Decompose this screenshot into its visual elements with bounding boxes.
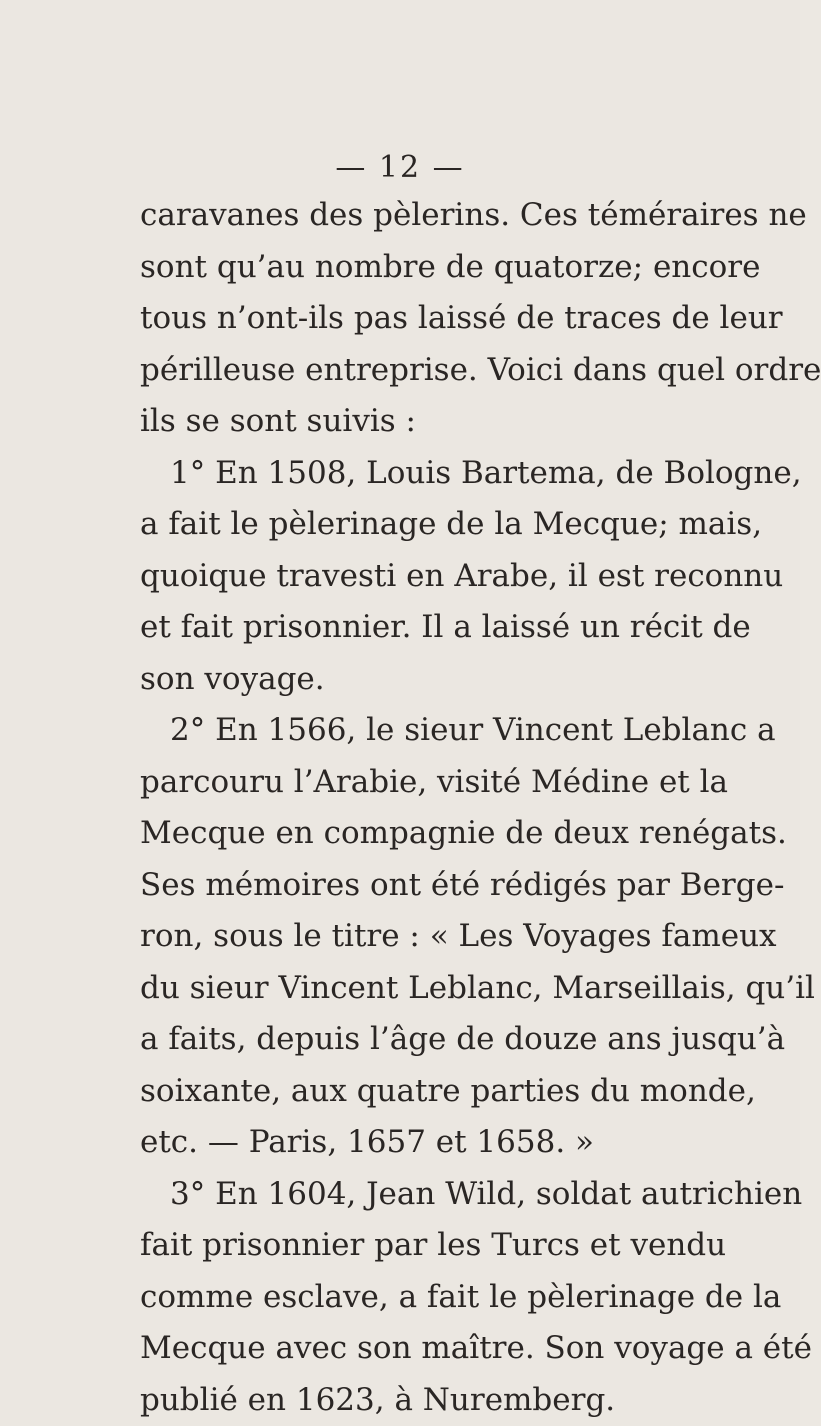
text-line: son voyage. [140,660,325,697]
text-line: caravanes des pèlerins. Ces téméraires ne [140,197,807,233]
body-text [140,190,821,1426]
text-line: Ses mémoires ont été rédigés par Berge- [140,866,785,903]
text-line: publié en 1623, à Nuremberg. [140,1381,616,1418]
text-line: comme esclave, a fait le pèlerinage de la [140,1278,782,1315]
text-line: 1° En 1508, Louis Bartema, de Bologne, [170,454,802,491]
text-line: 3° En 1604, Jean Wild, soldat autrichien [170,1175,803,1212]
text-line: du sieur Vincent Leblanc, Marseillais, qu’il [140,969,815,1006]
text-line: etc. — Paris, 1657 et 1658. » [140,1124,594,1160]
text-line: périlleuse entreprise. Voici dans quel ordre [140,351,821,388]
text-line: ils se sont suivis : [140,403,416,439]
text-line: 2° En 1566, le sieur Vincent Leblanc a [170,712,776,748]
text-line: parcouru l’Arabie, visité Médine et la [140,763,729,800]
text-line: ron, sous le titre : « Les Voyages fameux [140,918,777,954]
text-line: tous n’ont-ils pas laissé de traces de leur [140,300,783,336]
text-line: et fait prisonnier. Il a laissé un récit de [140,609,751,645]
text-line: a fait le pèlerinage de la Mecque; mais, [140,506,763,542]
text-line: Mecque avec son maître. Son voyage a été [140,1330,812,1366]
text-line: a faits, depuis l’âge de douze ans jusqu’à [140,1021,786,1057]
text-line: quoique travesti en Arabe, il est reconnu [140,557,784,594]
text-line: soixante, aux quatre parties du monde, [140,1072,756,1109]
page-number: — 12 — [335,150,465,185]
text-line: Mecque en compagnie de deux renégats. [140,815,787,851]
text-line: fait prisonnier par les Turcs et vendu [140,1227,727,1263]
text-line: sont qu’au nombre de quatorze; encore [140,248,761,285]
